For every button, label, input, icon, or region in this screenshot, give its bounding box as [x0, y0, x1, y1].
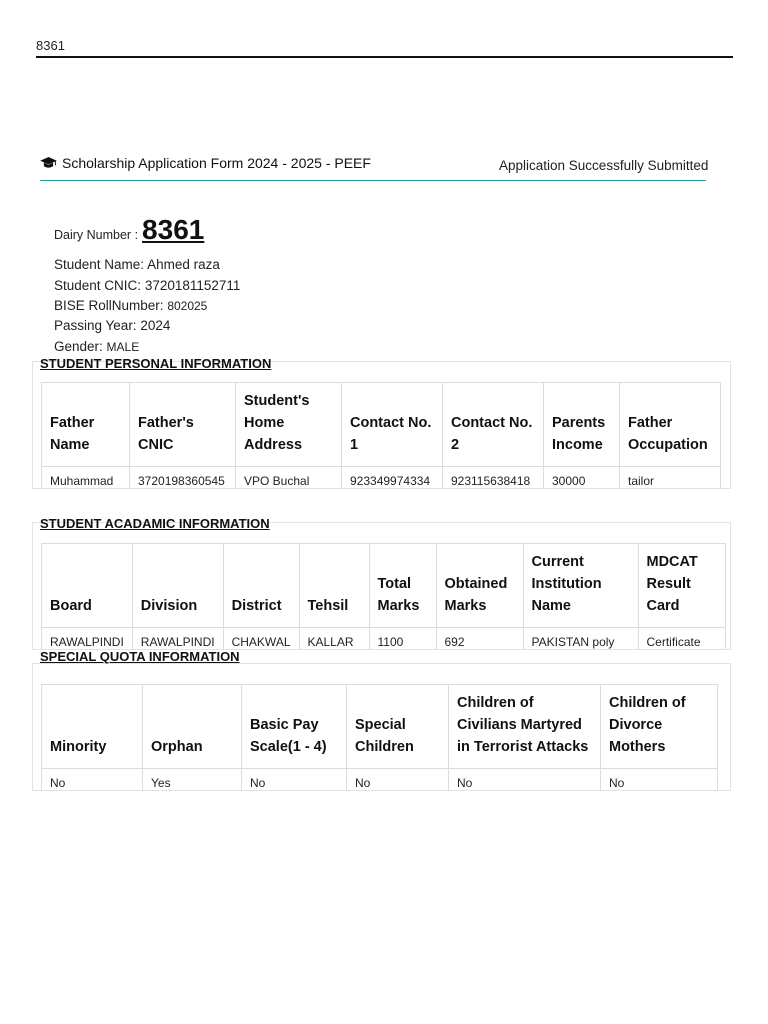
table-cell: 923115638418: [443, 467, 544, 490]
header-number: 8361: [36, 38, 65, 53]
table-cell: Certificate: [638, 628, 725, 651]
table-cell: RAWALPINDI: [132, 628, 223, 651]
academic-info-title: STUDENT ACADAMIC INFORMATION: [40, 516, 270, 531]
table-cell: 692: [436, 628, 523, 651]
submission-status: Application Successfully Submitted: [499, 158, 709, 173]
table-cell: Muhammad: [42, 467, 130, 490]
dairy-number-value: 8361: [142, 214, 205, 245]
column-header: Division: [132, 544, 223, 628]
table-cell: RAWALPINDI: [42, 628, 133, 651]
column-header: Basic Pay Scale(1 - 4): [242, 685, 347, 769]
column-header: Obtained Marks: [436, 544, 523, 628]
quota-info-section: [32, 663, 731, 791]
header-divider: [36, 56, 733, 58]
quota-info-title: SPECIAL QUOTA INFORMATION: [40, 649, 240, 664]
column-header: Contact No. 2: [443, 383, 544, 467]
table-cell: 923349974334: [342, 467, 443, 490]
column-header: Contact No. 1: [342, 383, 443, 467]
column-header: Student's Home Address: [236, 383, 342, 467]
column-header: Children of Divorce Mothers: [601, 685, 718, 769]
table-cell: No: [242, 769, 347, 792]
table-cell: PAKISTAN poly: [523, 628, 638, 651]
column-header: Children of Civilians Martyred in Terrorist Attacks: [449, 685, 601, 769]
student-name-value: Ahmed raza: [147, 257, 220, 272]
passing-year-label: Passing Year:: [54, 318, 137, 333]
quota-info-table: [41, 684, 718, 791]
table-cell: No: [601, 769, 718, 792]
column-header: Father Name: [42, 383, 130, 467]
student-name-label: Student Name:: [54, 257, 145, 272]
roll-number-row: [54, 298, 207, 313]
column-header: Current Institution Name: [523, 544, 638, 628]
personal-info-section: [32, 361, 731, 489]
column-header: District: [223, 544, 299, 628]
gender-row: [54, 339, 139, 354]
academic-info-section: [32, 522, 731, 650]
table-cell: No: [449, 769, 601, 792]
form-title-text: Scholarship Application Form 2024 - 2025 - PEEF: [62, 155, 371, 171]
graduation-cap-icon: [40, 157, 57, 169]
personal-info-title: STUDENT PERSONAL INFORMATION: [40, 356, 272, 371]
table-cell: No: [347, 769, 449, 792]
table-cell: 3720198360545: [130, 467, 236, 490]
passing-year-row: [54, 318, 170, 333]
column-header: MDCAT Result Card: [638, 544, 725, 628]
title-divider: [40, 180, 706, 181]
academic-info-table: [41, 543, 726, 650]
dairy-number-label: Dairy Number :: [54, 228, 139, 242]
table-row: [42, 467, 721, 490]
table-header-row: [42, 544, 726, 628]
column-header: Father Occupation: [620, 383, 721, 467]
table-cell: VPO Buchal: [236, 467, 342, 490]
roll-number-value: 802025: [167, 299, 208, 313]
column-header: Parents Income: [544, 383, 620, 467]
student-cnic-row: [54, 278, 240, 293]
column-header: Total Marks: [369, 544, 436, 628]
table-row: [42, 628, 726, 651]
personal-info-table: [41, 382, 721, 489]
column-header: Father's CNIC: [130, 383, 236, 467]
table-cell: Yes: [143, 769, 242, 792]
student-name-row: [54, 257, 220, 272]
table-cell: KALLAR: [299, 628, 369, 651]
column-header: Board: [42, 544, 133, 628]
form-title: [40, 155, 371, 171]
table-cell: 30000: [544, 467, 620, 490]
table-header-row: [42, 685, 718, 769]
dairy-number-row: [54, 214, 204, 246]
gender-value: MALE: [106, 340, 140, 354]
column-header: Special Children: [347, 685, 449, 769]
table-cell: No: [42, 769, 143, 792]
table-cell: 1100: [369, 628, 436, 651]
gender-label: Gender:: [54, 339, 103, 354]
passing-year-value: 2024: [140, 318, 171, 333]
student-cnic-label: Student CNIC:: [54, 278, 142, 293]
table-header-row: [42, 383, 721, 467]
roll-number-label: BISE RollNumber:: [54, 298, 164, 313]
column-header: Tehsil: [299, 544, 369, 628]
student-cnic-value: 3720181152711: [144, 278, 241, 293]
column-header: Orphan: [143, 685, 242, 769]
column-header: Minority: [42, 685, 143, 769]
table-cell: tailor: [620, 467, 721, 490]
table-row: [42, 769, 718, 792]
table-cell: CHAKWAL: [223, 628, 299, 651]
